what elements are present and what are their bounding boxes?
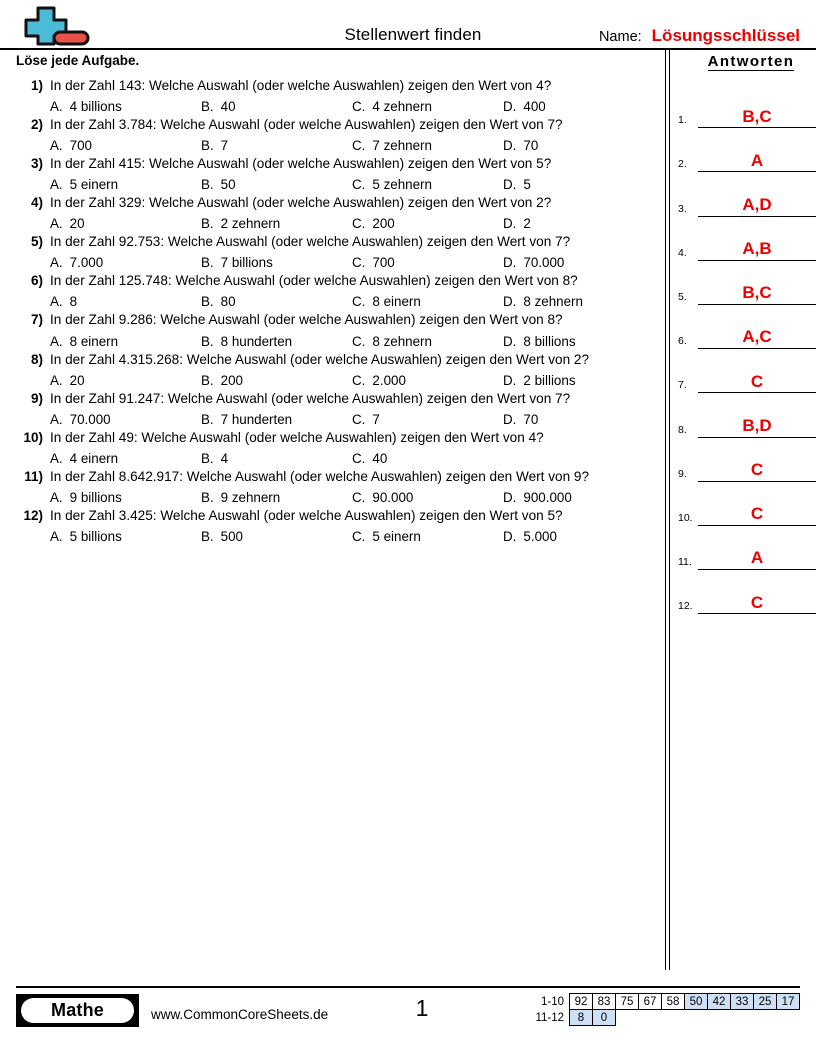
option-choice[interactable] <box>503 177 654 192</box>
answer-index: 3. <box>678 202 687 215</box>
option-choice[interactable] <box>352 334 503 349</box>
option-text: 2 <box>523 216 531 232</box>
option-choice[interactable] <box>352 99 503 114</box>
option-choice[interactable] <box>352 177 503 192</box>
option-text: 4 einern <box>69 450 119 466</box>
grading-scale <box>530 993 801 1026</box>
option-letter: C. <box>352 177 366 193</box>
grading-scale-empty <box>639 1010 662 1026</box>
option-letter: A. <box>50 99 63 115</box>
grading-scale-cell: 75 <box>616 994 639 1010</box>
answer-index: 2. <box>678 158 687 171</box>
instructions: Löse jede Aufgabe. <box>16 53 140 68</box>
question-text: In der Zahl 3.425: Welche Auswahl (oder welche Auswahlen) zeigen den Wert von 5? <box>50 507 563 523</box>
option-text: 9 billions <box>69 489 122 505</box>
option-text: 8 <box>69 294 78 310</box>
option-letter: D. <box>503 489 517 505</box>
column-divider <box>665 50 670 970</box>
option-choice[interactable] <box>352 373 503 388</box>
option-choice[interactable] <box>201 412 352 427</box>
option-letter: C. <box>352 255 366 271</box>
answer-value[interactable]: A,B <box>698 240 816 261</box>
option-text: 5 billions <box>69 528 122 544</box>
questions-column <box>16 50 654 970</box>
option-letter: B. <box>201 255 214 271</box>
option-choice[interactable] <box>50 138 201 153</box>
question-body <box>50 311 654 348</box>
option-choice[interactable] <box>201 451 352 466</box>
answer-index: 8. <box>678 423 687 436</box>
option-choice[interactable] <box>50 177 201 192</box>
option-text: 500 <box>220 528 243 544</box>
grading-scale-row-label: 1-10 <box>540 995 564 1008</box>
option-choice[interactable] <box>201 216 352 231</box>
question-body <box>50 468 654 505</box>
option-text: 2.000 <box>372 372 406 388</box>
option-letter: D. <box>503 216 517 232</box>
option-text: 200 <box>372 216 395 232</box>
option-letter: A. <box>50 177 63 193</box>
option-letter: D. <box>503 99 517 115</box>
question-options <box>50 490 654 505</box>
answer-row <box>678 128 816 172</box>
question-body <box>50 351 654 388</box>
option-choice[interactable] <box>50 373 201 388</box>
option-letter: D. <box>503 138 517 154</box>
option-choice[interactable] <box>352 529 503 544</box>
option-letter: A. <box>50 372 63 388</box>
option-letter: B. <box>201 489 214 505</box>
answers-column <box>678 50 816 614</box>
answer-index: 9. <box>678 467 687 480</box>
option-text: 70 <box>523 411 539 427</box>
answer-row <box>678 526 816 570</box>
answer-value[interactable]: C <box>698 373 816 394</box>
option-text: 4 <box>220 450 229 466</box>
option-letter: D. <box>503 411 517 427</box>
option-text: 8 billions <box>523 333 576 349</box>
option-text: 700 <box>69 138 92 154</box>
answers-list <box>678 84 816 614</box>
option-letter: C. <box>352 489 366 505</box>
question-item <box>16 311 654 348</box>
answer-row <box>678 84 816 128</box>
option-text: 5 <box>523 177 531 193</box>
option-letter: C. <box>352 99 366 115</box>
option-choice[interactable] <box>503 216 654 231</box>
question-number: 2) <box>30 117 43 133</box>
question-text: In der Zahl 91.247: Welche Auswahl (oder welche Auswahlen) zeigen den Wert von 7? <box>50 390 571 406</box>
option-text: 4 billions <box>69 99 122 115</box>
option-letter: D. <box>503 177 517 193</box>
option-choice[interactable] <box>201 294 352 309</box>
option-choice[interactable] <box>503 373 654 388</box>
question-options <box>50 177 654 192</box>
answer-index: 11. <box>678 556 692 569</box>
option-letter: D. <box>503 333 517 349</box>
option-letter: C. <box>352 138 366 154</box>
option-letter: D. <box>503 528 517 544</box>
option-choice[interactable] <box>50 451 201 466</box>
grading-scale-empty <box>708 1010 731 1026</box>
question-body <box>50 507 654 544</box>
option-letter: A. <box>50 411 63 427</box>
question-body <box>50 194 654 231</box>
grading-scale-cell: 58 <box>662 994 685 1010</box>
option-letter: C. <box>352 294 366 310</box>
question-options <box>50 451 654 466</box>
option-text: 2 billions <box>523 372 576 388</box>
answer-row <box>678 349 816 393</box>
question-body <box>50 233 654 270</box>
question-item <box>16 77 654 114</box>
option-choice[interactable] <box>503 490 654 505</box>
grading-scale-empty <box>685 1010 708 1026</box>
grading-scale-cell: 92 <box>570 994 593 1010</box>
option-text: 8 einern <box>372 294 421 310</box>
answer-value[interactable]: C <box>698 505 816 526</box>
question-number: 8) <box>30 351 43 367</box>
question-body <box>50 390 654 427</box>
grading-scale-empty <box>616 1010 639 1026</box>
option-text: 8 zehnern <box>523 294 583 310</box>
option-choice[interactable] <box>201 490 352 505</box>
question-item <box>16 468 654 505</box>
question-text: In der Zahl 4.315.268: Welche Auswahl (oder welche Auswahlen) zeigen den Wert von 2? <box>50 351 590 367</box>
option-letter: B. <box>201 99 214 115</box>
question-body <box>50 116 654 153</box>
option-letter: A. <box>50 333 63 349</box>
question-options <box>50 99 654 114</box>
option-choice[interactable] <box>50 216 201 231</box>
option-text: 7 <box>372 411 380 427</box>
question-body <box>50 77 654 114</box>
option-letter: C. <box>352 450 366 466</box>
questions-list <box>16 77 654 544</box>
answer-index: 1. <box>678 114 687 127</box>
question-number: 10) <box>23 429 43 445</box>
answer-index: 4. <box>678 246 687 259</box>
answers-heading: Antworten <box>707 53 795 70</box>
option-letter: B. <box>201 138 214 154</box>
option-letter: A. <box>50 216 63 232</box>
header-section <box>0 0 816 50</box>
option-text: 20 <box>69 216 85 232</box>
question-item <box>16 390 654 427</box>
option-text: 8 zehnern <box>372 333 432 349</box>
option-letter: A. <box>50 138 63 154</box>
option-letter: C. <box>352 528 366 544</box>
question-text: In der Zahl 143: Welche Auswahl (oder welche Auswahlen) zeigen den Wert von 4? <box>50 78 552 93</box>
question-options <box>50 294 654 309</box>
option-choice[interactable] <box>201 138 352 153</box>
grading-scale-table <box>530 993 801 1026</box>
option-text: 50 <box>220 177 236 193</box>
option-text: 7 zehnern <box>372 138 432 154</box>
answer-row <box>678 438 816 482</box>
answer-value[interactable]: A <box>698 549 816 570</box>
option-choice[interactable] <box>201 529 352 544</box>
question-item <box>16 116 654 153</box>
question-item <box>16 507 654 544</box>
answer-index: 12. <box>678 600 693 613</box>
option-text: 5 einern <box>69 177 119 193</box>
option-letter: B. <box>201 333 214 349</box>
option-letter: B. <box>201 177 214 193</box>
option-choice[interactable] <box>352 451 503 466</box>
answer-row <box>678 172 816 216</box>
grading-scale-cell: 25 <box>754 994 777 1010</box>
question-options <box>50 138 654 153</box>
option-letter: A. <box>50 528 63 544</box>
option-choice[interactable] <box>50 529 201 544</box>
option-choice[interactable] <box>50 334 201 349</box>
answer-value[interactable]: B,C <box>698 284 816 305</box>
option-letter: C. <box>352 372 366 388</box>
answer-row <box>678 305 816 349</box>
option-choice[interactable] <box>352 216 503 231</box>
option-choice[interactable] <box>201 255 352 270</box>
question-text: In der Zahl 49: Welche Auswahl (oder welche Auswahlen) zeigen den Wert von 4? <box>50 429 544 445</box>
option-text: 5 einern <box>372 528 421 544</box>
answer-key-label: Lösungsschlüssel <box>651 26 800 45</box>
grading-scale-row-label: 11-12 <box>535 1011 564 1024</box>
option-choice[interactable] <box>50 99 201 114</box>
grading-scale-empty <box>754 1010 777 1026</box>
option-letter: D. <box>503 255 517 271</box>
option-letter: B. <box>201 411 214 427</box>
option-text: 8 einern <box>69 333 119 349</box>
question-text: In der Zahl 329: Welche Auswahl (oder welche Auswahlen) zeigen den Wert von 2? <box>50 195 552 211</box>
question-text: In der Zahl 92.753: Welche Auswahl (oder welche Auswahlen) zeigen den Wert von 7? <box>50 234 571 250</box>
option-text: 5 zehnern <box>372 177 432 193</box>
option-choice[interactable] <box>503 99 654 114</box>
question-number: 4) <box>30 195 43 211</box>
option-text: 9 zehnern <box>220 489 281 505</box>
question-options <box>50 334 654 349</box>
answer-value[interactable]: C <box>698 594 816 615</box>
answer-value[interactable]: A,D <box>698 196 816 217</box>
question-options <box>50 412 654 427</box>
grading-scale-cell: 8 <box>570 1010 593 1026</box>
option-text: 70 <box>523 138 539 154</box>
subject-badge-label: Mathe <box>21 998 134 1023</box>
grading-scale-row <box>530 994 800 1010</box>
answer-row <box>678 261 816 305</box>
grading-scale-cell: 83 <box>593 994 616 1010</box>
option-choice[interactable] <box>352 490 503 505</box>
option-text: 90.000 <box>372 489 414 505</box>
worksheet-body <box>16 50 800 970</box>
question-text: In der Zahl 415: Welche Auswahl (oder welche Auswahlen) zeigen den Wert von 5? <box>50 156 552 172</box>
answer-index: 6. <box>678 335 687 348</box>
footer <box>16 986 800 1038</box>
grading-scale-cell: 42 <box>708 994 731 1010</box>
option-text: 400 <box>523 99 546 115</box>
question-number: 7) <box>30 312 43 328</box>
question-options <box>50 216 654 231</box>
question-item <box>16 429 654 466</box>
option-letter: D. <box>503 372 517 388</box>
name-block <box>599 26 800 46</box>
grading-scale-empty <box>777 1010 800 1026</box>
answer-index: 5. <box>678 290 687 303</box>
question-number: 3) <box>30 156 43 172</box>
name-label: Name: <box>598 29 642 45</box>
option-text: 40 <box>220 99 236 115</box>
plus-minus-logo-icon <box>18 4 96 48</box>
option-letter: A. <box>50 450 63 466</box>
answer-row <box>678 393 816 437</box>
grading-scale-row <box>530 1010 800 1026</box>
option-text: 900.000 <box>523 489 572 505</box>
option-choice[interactable] <box>503 412 654 427</box>
question-body <box>50 272 654 309</box>
question-text: In der Zahl 3.784: Welche Auswahl (oder welche Auswahlen) zeigen den Wert von 7? <box>50 117 563 133</box>
option-letter: A. <box>50 294 63 310</box>
option-letter: B. <box>201 528 214 544</box>
option-text: 70.000 <box>523 255 565 271</box>
question-number: 9) <box>30 390 43 406</box>
option-choice[interactable] <box>503 255 654 270</box>
question-number: 12) <box>23 507 43 523</box>
answer-value[interactable]: B,D <box>698 417 816 438</box>
grading-scale-cell: 0 <box>593 1010 616 1026</box>
question-number: 1) <box>30 78 43 93</box>
grading-scale-cell: 67 <box>639 994 662 1010</box>
option-choice[interactable] <box>352 255 503 270</box>
option-choice[interactable] <box>503 529 654 544</box>
question-body <box>50 429 654 466</box>
question-options <box>50 529 654 544</box>
option-text: 70.000 <box>69 411 111 427</box>
question-text: In der Zahl 8.642.917: Welche Auswahl (oder welche Auswahlen) zeigen den Wert von 9? <box>50 468 590 484</box>
option-letter: C. <box>352 333 366 349</box>
question-item <box>16 233 654 270</box>
option-choice[interactable] <box>201 373 352 388</box>
grading-scale-cell: 50 <box>685 994 708 1010</box>
option-letter: C. <box>352 216 366 232</box>
option-choice[interactable] <box>352 138 503 153</box>
option-letter: B. <box>201 216 214 232</box>
option-text: 4 zehnern <box>372 99 432 115</box>
option-choice[interactable] <box>50 490 201 505</box>
answer-value[interactable]: C <box>698 461 816 482</box>
page-number: 1 <box>415 995 429 1021</box>
answer-value[interactable]: A <box>698 152 816 173</box>
option-choice[interactable] <box>352 294 503 309</box>
answer-row <box>678 482 816 526</box>
option-choice[interactable] <box>50 255 201 270</box>
option-letter: B. <box>201 294 214 310</box>
question-body <box>50 155 654 192</box>
question-options <box>50 373 654 388</box>
option-text: 200 <box>220 372 243 388</box>
option-choice[interactable] <box>352 412 503 427</box>
answer-index: 10. <box>678 511 693 524</box>
option-letter: B. <box>201 450 214 466</box>
option-text: 40 <box>372 450 388 466</box>
option-letter: A. <box>50 255 63 271</box>
option-choice[interactable] <box>50 412 201 427</box>
option-text: 700 <box>372 255 395 271</box>
option-letter: C. <box>352 411 366 427</box>
option-text: 7.000 <box>69 255 104 271</box>
question-options <box>50 255 654 270</box>
option-text: 8 hunderten <box>220 333 293 349</box>
question-number: 11) <box>24 468 43 484</box>
option-choice[interactable] <box>201 334 352 349</box>
grading-scale-cell: 17 <box>777 994 800 1010</box>
option-choice[interactable] <box>503 294 654 309</box>
option-text: 80 <box>220 294 236 310</box>
grading-scale-cell: 33 <box>731 994 754 1010</box>
grading-scale-empty <box>731 1010 754 1026</box>
question-item <box>16 272 654 309</box>
option-text: 7 <box>220 138 229 154</box>
option-choice[interactable] <box>201 99 352 114</box>
option-letter: A. <box>50 489 63 505</box>
option-choice[interactable] <box>503 138 654 153</box>
answer-value[interactable]: B,C <box>698 108 816 129</box>
answer-row <box>678 570 816 614</box>
question-number: 5) <box>30 234 43 250</box>
question-text: In der Zahl 9.286: Welche Auswahl (oder welche Auswahlen) zeigen den Wert von 8? <box>50 312 563 328</box>
question-text: In der Zahl 125.748: Welche Auswahl (oder welche Auswahlen) zeigen den Wert von 8? <box>50 273 578 289</box>
question-item <box>16 194 654 231</box>
answer-index: 7. <box>678 379 687 392</box>
option-text: 20 <box>69 372 85 388</box>
option-text: 7 billions <box>220 255 273 271</box>
grading-scale-empty <box>662 1010 685 1026</box>
option-letter: B. <box>201 372 214 388</box>
option-text: 5.000 <box>523 528 557 544</box>
answer-row <box>678 217 816 261</box>
option-text: 7 hunderten <box>220 411 293 427</box>
option-choice[interactable] <box>503 334 654 349</box>
option-text: 2 zehnern <box>220 216 281 232</box>
page-title: Stellenwert finden <box>344 25 482 44</box>
question-number: 6) <box>30 273 43 289</box>
question-item <box>16 155 654 192</box>
question-item <box>16 351 654 388</box>
answer-value[interactable]: A,C <box>698 328 816 349</box>
option-letter: D. <box>503 294 517 310</box>
option-choice[interactable] <box>201 177 352 192</box>
option-choice[interactable] <box>50 294 201 309</box>
website-url: www.CommonCoreSheets.de <box>151 1007 329 1022</box>
